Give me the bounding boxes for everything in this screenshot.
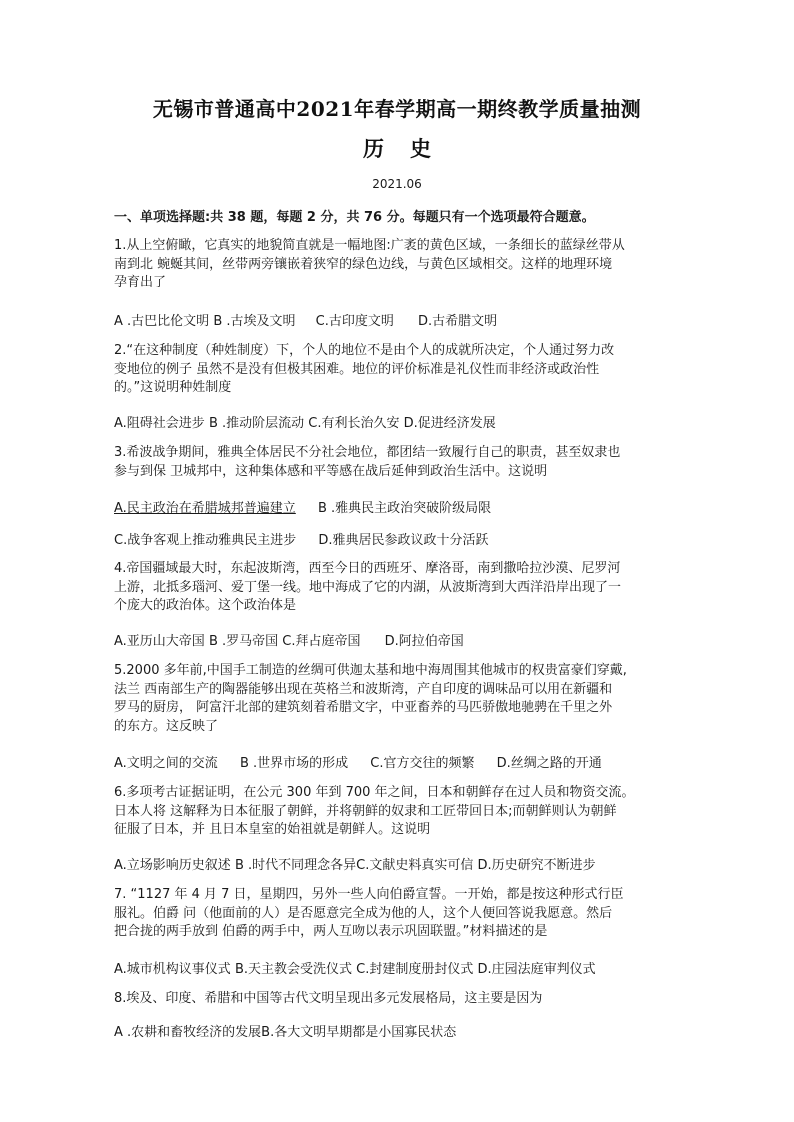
option-c: C.拜占庭帝国 [282, 634, 361, 649]
option-b: B .推动阶层流动 [208, 416, 305, 431]
question-3-options-row-1 [114, 497, 491, 516]
option-a: A.文明之间的交流 [114, 756, 218, 771]
option-b: B.天主教会受洗仪式 [234, 962, 353, 977]
question-4 [114, 560, 694, 616]
question-1 [114, 237, 694, 293]
option-a: A .古巴比伦文明 [114, 314, 210, 329]
option-d: D.古希腊文明 [418, 314, 498, 329]
question-line: 的东方。这反映了 [114, 718, 219, 734]
question-line: 3.希波战争期间，雅典全体居民不分社会地位，都团结一致履行自己的职责，甚至奴隶也 [114, 445, 621, 460]
question-line: 把合拢的两手放到 伯爵的两手中，两人互吻以表示巩固联盟。”材料描述的是 [114, 924, 548, 939]
subject-title [0, 133, 794, 163]
question-2-options [114, 412, 496, 431]
question-2 [114, 342, 694, 398]
question-1-options [114, 310, 497, 329]
exam-date: 2021.06 [372, 177, 422, 191]
question-line: 1.从上空俯瞰，它真实的地貌简直就是一幅地图:广袤的黄色区域，一条细长的蓝绿丝带从 [114, 238, 625, 253]
option-c: C.战争客观上推动雅典民主进步 [114, 533, 297, 548]
option-d: D.丝绸之路的开通 [496, 756, 602, 771]
question-8-options [114, 1021, 456, 1040]
question-line: 法兰 西南部生产的陶器能够出现在英格兰和波斯湾，产自印度的调味品可以用在新疆和 [114, 681, 613, 697]
option-a: A .农耕和畜牧经济的发展 [114, 1025, 262, 1040]
option-a: A.阻碍社会进步 [114, 416, 205, 431]
question-line: 征服了日本，并 且日本皇室的始祖就是朝鲜人。这说明 [114, 822, 431, 837]
question-7-options [114, 958, 596, 977]
option-c: C.古印度文明 [315, 314, 394, 329]
option-c: C.封建制度册封仪式 [356, 962, 474, 977]
option-c: C.有利长治久安 [308, 416, 400, 431]
question-line: 7. “1127 年 4 月 7 日，星期四，另外一些人向伯爵宣誓。一开始，都是按这种形式行臣 [114, 887, 624, 902]
option-a: A.亚历山大帝国 [114, 634, 205, 649]
option-a: A.立场影响历史叙述 [114, 858, 231, 873]
question-4-options [114, 630, 464, 649]
exam-title: 无锡市普通高中2021年春学期高一期终教学质量抽测 [152, 97, 642, 121]
question-line: 4.帝国疆域最大时，东起波斯湾，西至今日的西班牙、摩洛哥，南到撒哈拉沙漠、尼罗河 [114, 561, 621, 576]
question-line: 参与到保 卫城邦中，这种集体感和平等感在战后延伸到政治生活中。这说明 [114, 463, 548, 479]
option-b: B .古埃及文明 [213, 314, 296, 329]
option-b: B .雅典民主政治突破阶级局限 [317, 501, 492, 516]
option-d: D.历史研究不断进步 [477, 858, 596, 873]
question-7 [114, 886, 694, 942]
question-line: 6.多项考古证据证明，在公元 300 年到 700 年之间，日本和朝鲜存在过人员和物资交流。 [114, 785, 635, 800]
question-5-options [114, 752, 602, 771]
question-line: 的。”这说明种姓制度 [114, 380, 232, 395]
question-3 [114, 444, 694, 481]
option-a: A.城市机构议事仪式 [114, 962, 231, 977]
question-line: 5.2000 多年前,中国手工制造的丝绸可供迦太基和地中海周围其他城市的权贵富豪们穿戴, [114, 663, 627, 678]
question-line: 孕育出了 [114, 275, 167, 290]
option-d: D.阿拉伯帝国 [384, 634, 464, 649]
question-line: 日本人将 这解释为日本征服了朝鲜，并将朝鲜的奴隶和工匠带回日本;而朝鲜则认为朝鲜 [114, 803, 617, 819]
question-6 [114, 784, 694, 840]
section-heading: 一、单项选择题:共 38 题，每题 2 分，共 76 分。每题只有一个选项最符合题意。 [114, 210, 595, 225]
question-line: 服礼。伯爵 问（他面前的人）是否愿意完全成为他的人，这个人便回答说我愿意。然后 [114, 905, 613, 921]
option-b: B.各大文明早期都是小国寡民状态 [261, 1025, 457, 1040]
question-6-options [114, 854, 596, 873]
question-line: 个庞大的政治体。这个政治体是 [114, 598, 297, 613]
question-line: 2.“在这种制度（种姓制度）下，个人的地位不是由个人的成就所决定，个人通过努力改 [114, 343, 615, 358]
option-d: D.庄园法庭审判仪式 [477, 962, 596, 977]
option-b: B .时代不同理念各异 [234, 858, 357, 873]
question-8 [114, 990, 694, 1009]
question-line: 变地位的例子 虽然不是没有但极其困难。地位的评价标准是礼仪性而非经济或政治性 [114, 361, 600, 377]
question-5 [114, 662, 694, 736]
option-d: D.促进经济发展 [403, 416, 496, 431]
option-b: B .罗马帝国 [208, 634, 279, 649]
question-line: 上游，北抵多瑙河、爱丁堡一线。地中海成了它的内湖，从波斯湾到大西洋沿岸出现了一 [114, 579, 622, 595]
subject-char-2: 史 [410, 136, 431, 161]
option-b: B .世界市场的形成 [239, 756, 349, 771]
option-c: C.官方交往的频繁 [370, 756, 475, 771]
question-3-options-row-2 [114, 529, 489, 548]
option-c: C.文献史料真实可信 [356, 858, 474, 873]
question-line: 南到北 蜿蜒其间，丝带两旁镶嵌着狭窄的绿色边线，与黄色区域相交。这样的地理环境 [114, 256, 613, 272]
question-line: 8.埃及、印度、希腊和中国等古代文明呈现出多元发展格局，这主要是因为 [114, 991, 543, 1006]
option-a: A.民主政治在希腊城邦普遍建立 [114, 501, 296, 516]
question-line: 罗马的厨房， 阿富汗北部的建筑刻着希腊文字，中亚畜养的马匹骄傲地驰骋在千里之外 [114, 700, 613, 715]
subject-char-1: 历 [363, 136, 384, 161]
option-d: D.雅典居民参政议政十分活跃 [318, 533, 489, 548]
